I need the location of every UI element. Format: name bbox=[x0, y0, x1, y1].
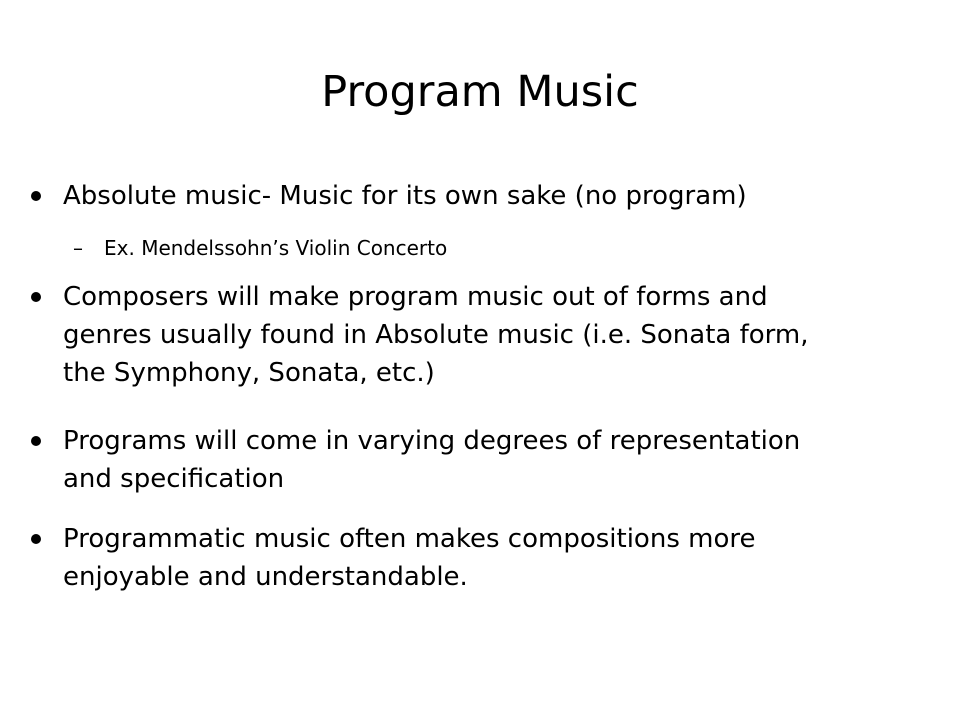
sub-bullet-text: Ex. Mendelssohn’s Violin Concerto bbox=[104, 236, 448, 260]
bullet-line: enjoyable and understandable. bbox=[63, 562, 468, 592]
bullet-text bbox=[63, 422, 943, 498]
bullet-dot-icon bbox=[31, 191, 41, 201]
slide-title: Program Music bbox=[321, 67, 639, 117]
bullet-text bbox=[63, 177, 943, 215]
bullet-dot-icon bbox=[31, 436, 41, 446]
bullet-line: Programmatic music often makes compositions more bbox=[63, 524, 756, 554]
bullet-text bbox=[63, 520, 943, 596]
bullet-line: Absolute music- Music for its own sake (no program) bbox=[63, 181, 747, 211]
bullet-line: the Symphony, Sonata, etc.) bbox=[63, 358, 435, 388]
bullet-line: Programs will come in varying degrees of representation bbox=[63, 426, 801, 456]
sub-bullet-dash: – bbox=[73, 236, 83, 260]
bullet-text bbox=[63, 278, 943, 392]
bullet-line: Composers will make program music out of forms and bbox=[63, 282, 768, 312]
bullet-dot-icon bbox=[31, 534, 41, 544]
bullet-line: and specification bbox=[63, 464, 285, 494]
bullet-line: genres usually found in Absolute music (i.e. Sonata form, bbox=[63, 320, 809, 350]
bullet-dot-icon bbox=[31, 292, 41, 302]
